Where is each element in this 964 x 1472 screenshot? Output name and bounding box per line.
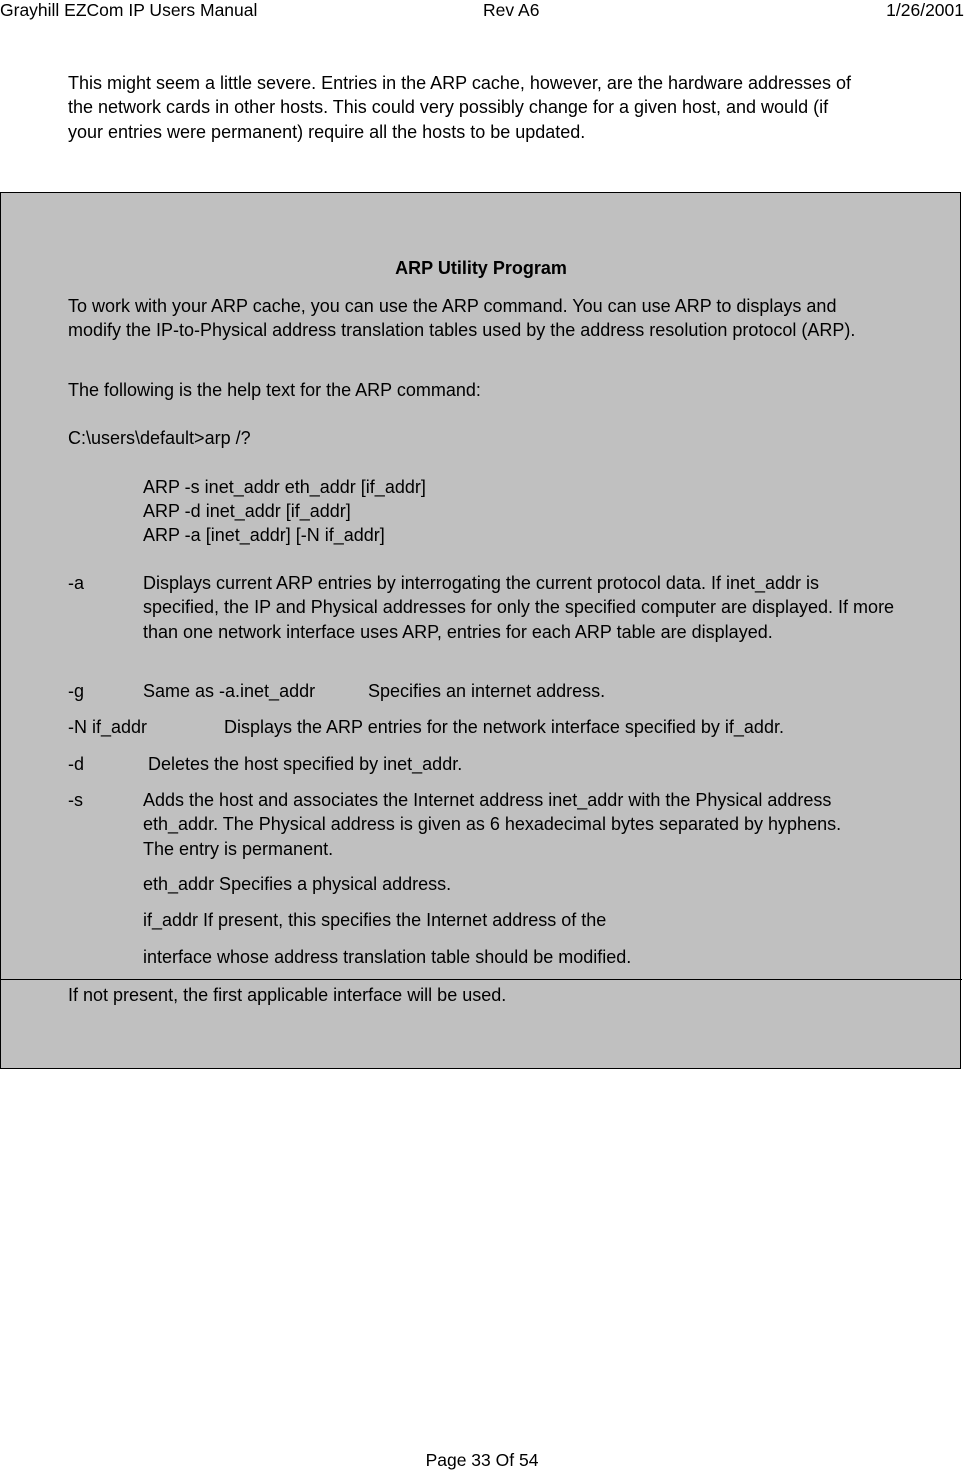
eth-addr-line: eth_addr Specifies a physical address. [143,874,452,894]
option-flag-d: -d [68,754,85,774]
page-header [0,0,964,24]
option-desc-a: Displays current ARP entries by interrogating the current protocol data. If inet_addr is specified, the IP and Physical addresses for only the specified computer are displayed. If more than one network interface uses ARP, entries for each ARP table are displayed. [143,573,895,642]
usage-line: ARP -s inet_addr eth_addr [if_addr] [143,477,426,497]
arp-description: To work with your ARP cache, you can use the ARP command. You can use ARP to displays and modify the IP-to-Physical address translation tables used by the address resolution protocol (ARP). [68,296,856,341]
option-desc-n: Displays the ARP entries for the network interface specified by if_addr. [224,717,784,737]
box-divider [0,979,962,980]
box-title: ARP Utility Program [395,258,567,278]
option-desc-s: Adds the host and associates the Internet address inet_addr with the Physical address eth_addr. The Physical address is given as 6 hexadecimal bytes separated by hyphens. The entry is permanent. [143,790,842,859]
revision: Rev A6 [483,0,540,20]
option-desc-d: Deletes the host specified by inet_addr. [148,754,463,774]
option-desc-g-spec: Specifies an internet address. [368,681,606,701]
usage-line: ARP -d inet_addr [if_addr] [143,501,351,521]
closing-line: If not present, the first applicable interface will be used. [68,985,507,1005]
document-date: 1/26/2001 [886,0,964,20]
option-flag-g: -g [68,681,85,701]
intro-paragraph: This might seem a little severe. Entries in the ARP cache, however, are the hardware addresses of the network cards in other hosts. This could very possibly change for a given host, and would (if your entries were permanent) require all the hosts to be updated. [68,73,852,142]
option-flag-a: -a [68,573,85,593]
option-flag-s: -s [68,790,83,810]
help-intro: The following is the help text for the ARP command: [68,380,481,400]
command-prompt: C:\users\default>arp /? [68,428,251,448]
if-addr-line: if_addr If present, this specifies the Internet address of the [143,910,607,930]
option-desc-g: Same as -a.inet_addr [143,681,316,701]
interface-line: interface whose address translation table should be modified. [143,947,632,967]
manual-title: Grayhill EZCom IP Users Manual [0,0,258,20]
usage-line: ARP -a [inet_addr] [-N if_addr] [143,525,385,545]
option-flag-n: -N if_addr [68,717,148,737]
page-number: Page 33 Of 54 [425,1450,539,1470]
